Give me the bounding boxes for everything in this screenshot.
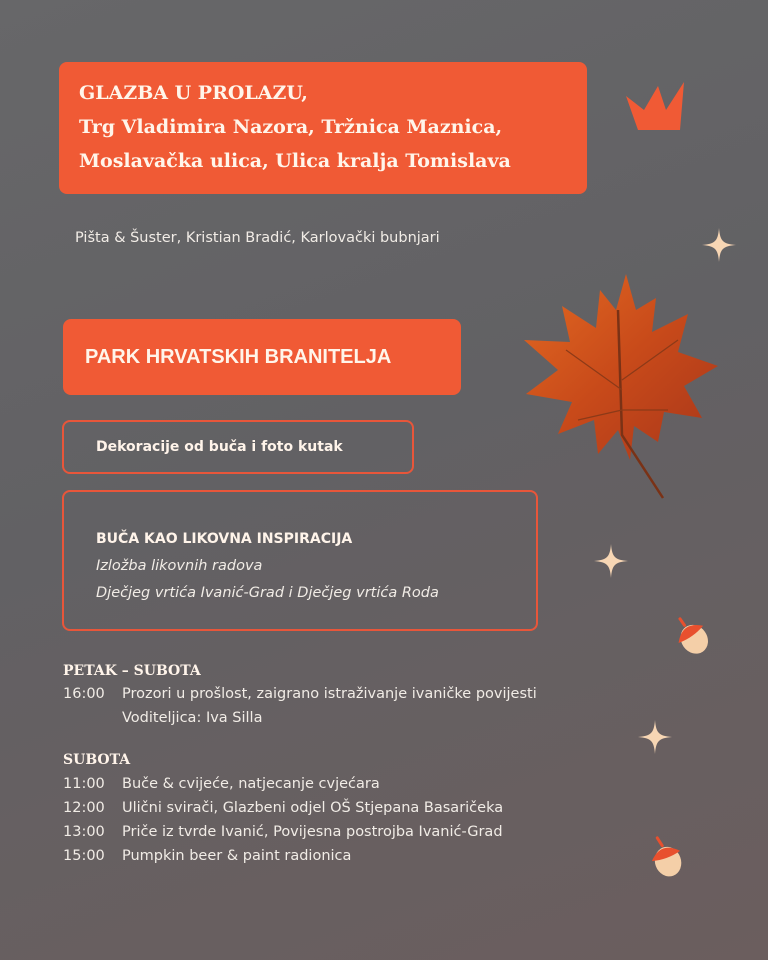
title-line-2: Trg Vladimira Nazora, Tržnica Maznica, [79, 116, 503, 138]
schedule-row [63, 800, 503, 816]
exhibition-title: BUČA KAO LIKOVNA INSPIRACIJA [96, 531, 353, 547]
schedule-note: Voditeljica: Iva Silla [122, 710, 263, 726]
acorn-icon [668, 610, 716, 662]
performers-text: Pišta & Šuster, Kristian Bradić, Karlovački bubnjari [75, 230, 440, 246]
schedule-row [63, 824, 503, 840]
schedule-text: Prozori u prošlost, zaigrano istraživanje ivaničke povijesti [122, 686, 537, 702]
schedule-time: 11:00 [63, 776, 105, 792]
schedule-row [63, 848, 351, 864]
schedule-time: 12:00 [63, 800, 105, 816]
schedule-text: Priče iz tvrde Ivanić, Povijesna postrojba Ivanić-Grad [122, 824, 503, 840]
park-title: PARK HRVATSKIH BRANITELJA [85, 345, 392, 368]
park-title-box [63, 319, 461, 395]
schedule-row [63, 776, 380, 792]
decoration-text: Dekoracije od buča i foto kutak [96, 439, 343, 455]
maple-leaf-icon [518, 270, 723, 502]
title-line-1: GLAZBA U PROLAZU, [79, 82, 308, 104]
acorn-icon [642, 830, 690, 882]
title-line-3: Moslavačka ulica, Ulica kralja Tomislava [79, 150, 511, 172]
schedule-time: 16:00 [63, 686, 105, 702]
schedule-text: Buče & cvijeće, natjecanje cvjećara [122, 776, 380, 792]
schedule-row [63, 686, 537, 702]
exhibition-line-1: Izložba likovnih radova [96, 558, 263, 574]
schedule-time: 15:00 [63, 848, 105, 864]
sparkle-icon [702, 228, 736, 262]
event-title-box [59, 62, 587, 194]
schedule-text: Pumpkin beer & paint radionica [122, 848, 352, 864]
sparkle-icon [638, 720, 672, 754]
exhibition-box [62, 490, 538, 631]
sparkle-icon [594, 544, 628, 578]
crown-icon [624, 80, 688, 134]
schedule-heading-saturday: SUBOTA [63, 752, 131, 768]
schedule-text: Ulični svirači, Glazbeni odjel OŠ Stjepana Basaričeka [122, 800, 504, 816]
schedule-heading-friday-saturday: PETAK – SUBOTA [63, 663, 201, 679]
exhibition-line-2: Dječjeg vrtića Ivanić-Grad i Dječjeg vrtića Roda [96, 585, 439, 601]
schedule-time: 13:00 [63, 824, 105, 840]
decoration-box [62, 420, 414, 474]
